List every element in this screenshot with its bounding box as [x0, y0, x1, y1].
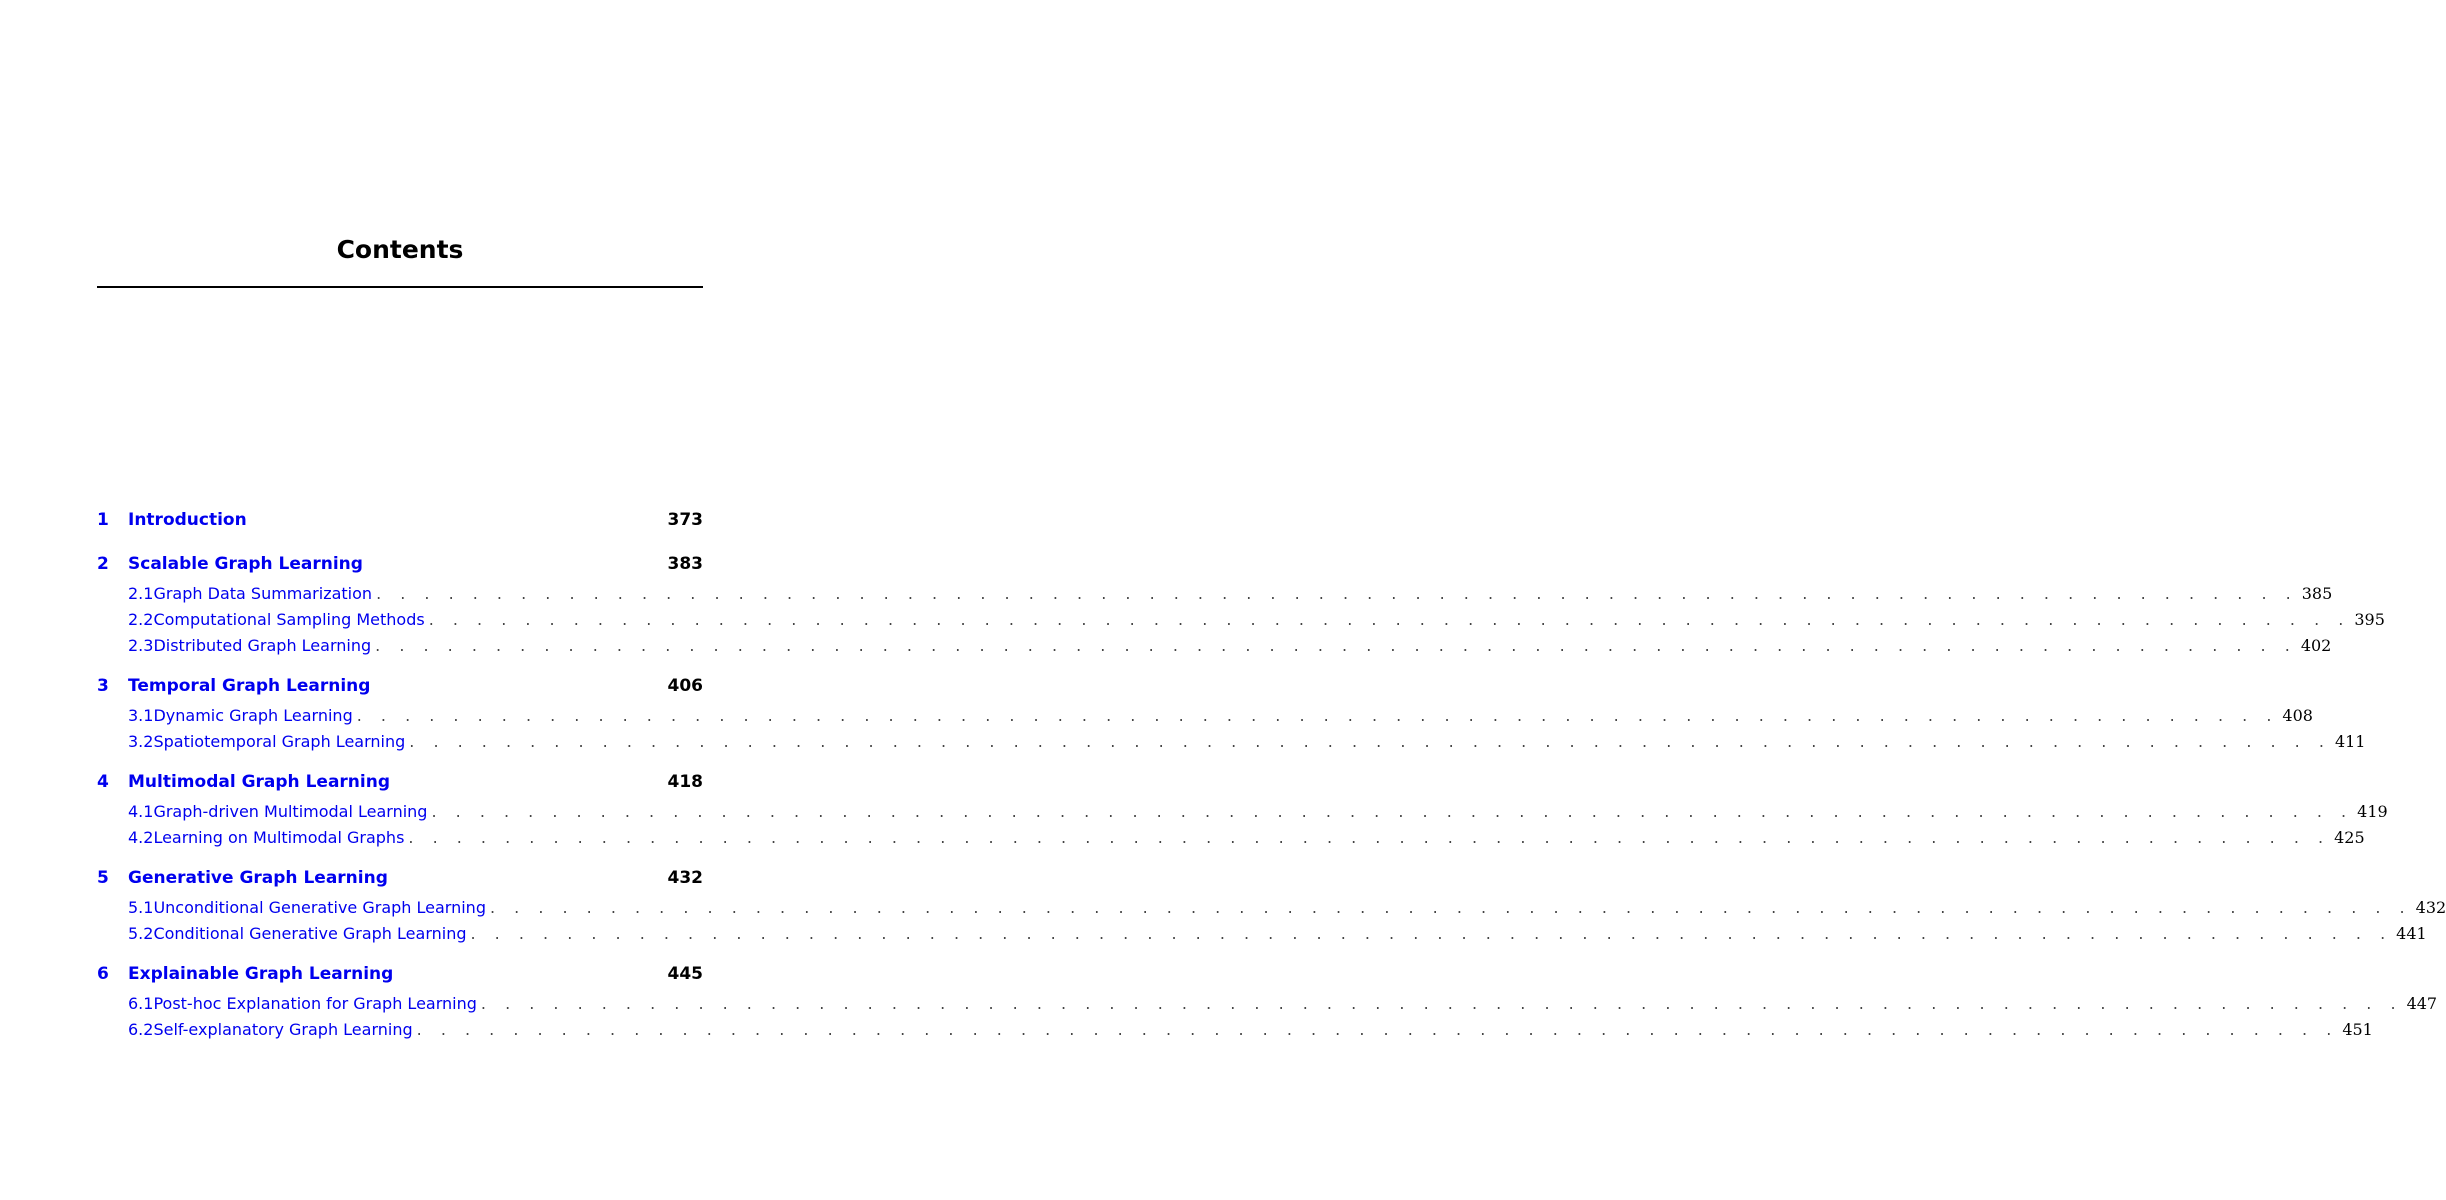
toc-section-number-link[interactable]: 3.2	[128, 732, 154, 751]
toc-chapter-title-link[interactable]: Temporal Graph Learning	[128, 676, 371, 696]
dot-leader: . . . . . . . . . . . . . . . . . . . . . . . . . . . . . . . . . . . . . . . . . . . . . . . . . . . . . . . . . . . . . . . . . . . . . . . . . . . . . . . .	[375, 636, 2297, 655]
toc-chapter-page: 418	[667, 772, 703, 792]
toc-chapter	[97, 868, 2446, 950]
toc-section-page: 411	[2334, 732, 2366, 751]
toc-section-page: 432	[2415, 898, 2446, 917]
toc-chapter-title-link[interactable]: Generative Graph Learning	[128, 868, 388, 888]
toc-section-number-link[interactable]: 4.2	[128, 828, 154, 847]
toc-section-row	[97, 584, 2333, 610]
dot-leader: . . . . . . . . . . . . . . . . . . . . . . . . . . . . . . . . . . . . . . . . . . . . . . . . . . . . . . . . . . . . . . . . . . . . . . . . . . . . . . . .	[480, 994, 2403, 1013]
toc-section-title-link[interactable]: Computational Sampling Methods	[153, 610, 425, 629]
toc-chapter-page: 373	[667, 510, 703, 530]
toc-chapter	[97, 964, 2438, 1046]
dot-leader: . . . . . . . . . . . . . . . . . . . . . . . . . . . . . . . . . . . . . . . . . . . . . . . . . . . . . . . . . . . . . . . . . . . . . . . . . . . . . . . .	[470, 924, 2393, 943]
toc-chapter	[97, 510, 703, 540]
toc-chapter-number-link[interactable]: 4	[97, 772, 109, 792]
toc-section-title-link[interactable]: Post-hoc Explanation for Graph Learning	[153, 994, 477, 1013]
toc-chapter-title-link[interactable]: Multimodal Graph Learning	[128, 772, 390, 792]
toc-chapter-row	[97, 510, 703, 540]
toc-section-row	[97, 1020, 2373, 1046]
toc-section-page: 385	[2301, 584, 2333, 603]
toc-chapter-title-link[interactable]: Scalable Graph Learning	[128, 554, 363, 574]
toc-section-row	[97, 828, 2365, 854]
dot-leader: . . . . . . . . . . . . . . . . . . . . . . . . . . . . . . . . . . . . . . . . . . . . . . . . . . . . . . . . . . . . . . . . . . . . . . . . . . . . . . . .	[409, 732, 2331, 751]
toc-section-page: 425	[2334, 828, 2365, 847]
toc-section-row	[97, 898, 2446, 924]
toc-chapter-row	[97, 964, 703, 994]
toc-section-page: 395	[2354, 610, 2385, 629]
toc-section-row	[97, 732, 2366, 758]
toc-chapter-title-link[interactable]: Explainable Graph Learning	[128, 964, 394, 984]
toc-section-title-link[interactable]: Self-explanatory Graph Learning	[153, 1020, 413, 1039]
toc-section-page: 408	[2282, 706, 2313, 725]
toc-chapter-number-link[interactable]: 5	[97, 868, 109, 888]
toc-section-number-link[interactable]: 5.2	[128, 924, 154, 943]
dot-leader: . . . . . . . . . . . . . . . . . . . . . . . . . . . . . . . . . . . . . . . . . . . . . . . . . . . . . . . . . . . . . . . . . . . . . . . . . . . . . . . .	[489, 898, 2412, 917]
toc-section-title-link[interactable]: Learning on Multimodal Graphs	[153, 828, 405, 847]
toc-section-number-link[interactable]: 2.2	[128, 610, 154, 629]
page-title: Contents	[336, 235, 464, 264]
toc-chapter-row	[97, 772, 703, 802]
dot-leader: . . . . . . . . . . . . . . . . . . . . . . . . . . . . . . . . . . . . . . . . . . . . . . . . . . . . . . . . . . . . . . . . . . . . . . . . . . . . . . . .	[408, 828, 2331, 847]
toc-chapter-number-link[interactable]: 2	[97, 554, 109, 574]
toc-section-page: 447	[2406, 994, 2438, 1013]
toc-section-title-link[interactable]: Graph-driven Multimodal Learning	[153, 802, 428, 821]
toc-section-number-link[interactable]: 6.2	[128, 1020, 154, 1039]
toc-chapter-title-link[interactable]: Introduction	[128, 510, 247, 530]
toc-section-row	[97, 706, 2313, 732]
toc-section-number-link[interactable]: 5.1	[128, 898, 154, 917]
toc-section-title-link[interactable]: Distributed Graph Learning	[153, 636, 372, 655]
toc-chapter-number-link[interactable]: 1	[97, 510, 109, 530]
toc-section-number-link[interactable]: 6.1	[128, 994, 154, 1013]
toc-section-row	[97, 636, 2332, 662]
toc-section-title-link[interactable]: Dynamic Graph Learning	[153, 706, 353, 725]
toc-section-title-link[interactable]: Spatiotemporal Graph Learning	[153, 732, 406, 751]
toc-section-title-link[interactable]: Graph Data Summarization	[153, 584, 373, 603]
toc-chapter-row	[97, 554, 703, 584]
toc-chapter-page: 406	[667, 676, 703, 696]
toc-section-title-link[interactable]: Conditional Generative Graph Learning	[153, 924, 467, 943]
dot-leader: . . . . . . . . . . . . . . . . . . . . . . . . . . . . . . . . . . . . . . . . . . . . . . . . . . . . . . . . . . . . . . . . . . . . . . . . . . . . . . . .	[428, 610, 2351, 629]
toc-section-page: 451	[2342, 1020, 2373, 1039]
toc-section-number-link[interactable]: 2.1	[128, 584, 154, 603]
dot-leader: . . . . . . . . . . . . . . . . . . . . . . . . . . . . . . . . . . . . . . . . . . . . . . . . . . . . . . . . . . . . . . . . . . . . . . . . . . . . . . . .	[431, 802, 2354, 821]
toc-chapter-row	[97, 676, 703, 706]
toc-chapter-page: 432	[667, 868, 703, 888]
toc-chapter	[97, 676, 2366, 758]
toc-section-page: 402	[2300, 636, 2332, 655]
table-of-contents	[97, 510, 2446, 1060]
toc-section-number-link[interactable]: 4.1	[128, 802, 154, 821]
toc-section-number-link[interactable]: 2.3	[128, 636, 154, 655]
toc-chapter-row	[97, 868, 703, 898]
toc-section-number-link[interactable]: 3.1	[128, 706, 154, 725]
toc-section-row	[97, 924, 2427, 950]
dot-leader: . . . . . . . . . . . . . . . . . . . . . . . . . . . . . . . . . . . . . . . . . . . . . . . . . . . . . . . . . . . . . . . . . . . . . . . . . . . . . . . .	[356, 706, 2279, 725]
toc-chapter-page: 445	[667, 964, 703, 984]
toc-chapter	[97, 772, 2388, 854]
toc-section-row	[97, 802, 2388, 828]
dot-leader: . . . . . . . . . . . . . . . . . . . . . . . . . . . . . . . . . . . . . . . . . . . . . . . . . . . . . . . . . . . . . . . . . . . . . . . . . . . . . . . .	[376, 584, 2298, 603]
toc-section-title-link[interactable]: Unconditional Generative Graph Learning	[153, 898, 486, 917]
toc-chapter-number-link[interactable]: 6	[97, 964, 109, 984]
toc-section-row	[97, 994, 2438, 1020]
toc-section-page: 419	[2357, 802, 2388, 821]
toc-chapter-number-link[interactable]: 3	[97, 676, 109, 696]
dot-leader: . . . . . . . . . . . . . . . . . . . . . . . . . . . . . . . . . . . . . . . . . . . . . . . . . . . . . . . . . . . . . . . . . . . . . . . . . . . . . . . .	[416, 1020, 2339, 1039]
toc-section-row	[97, 610, 2385, 636]
title-rule	[97, 286, 703, 288]
toc-section-page: 441	[2396, 924, 2427, 943]
toc-chapter	[97, 554, 2385, 662]
toc-chapter-page: 383	[667, 554, 703, 574]
